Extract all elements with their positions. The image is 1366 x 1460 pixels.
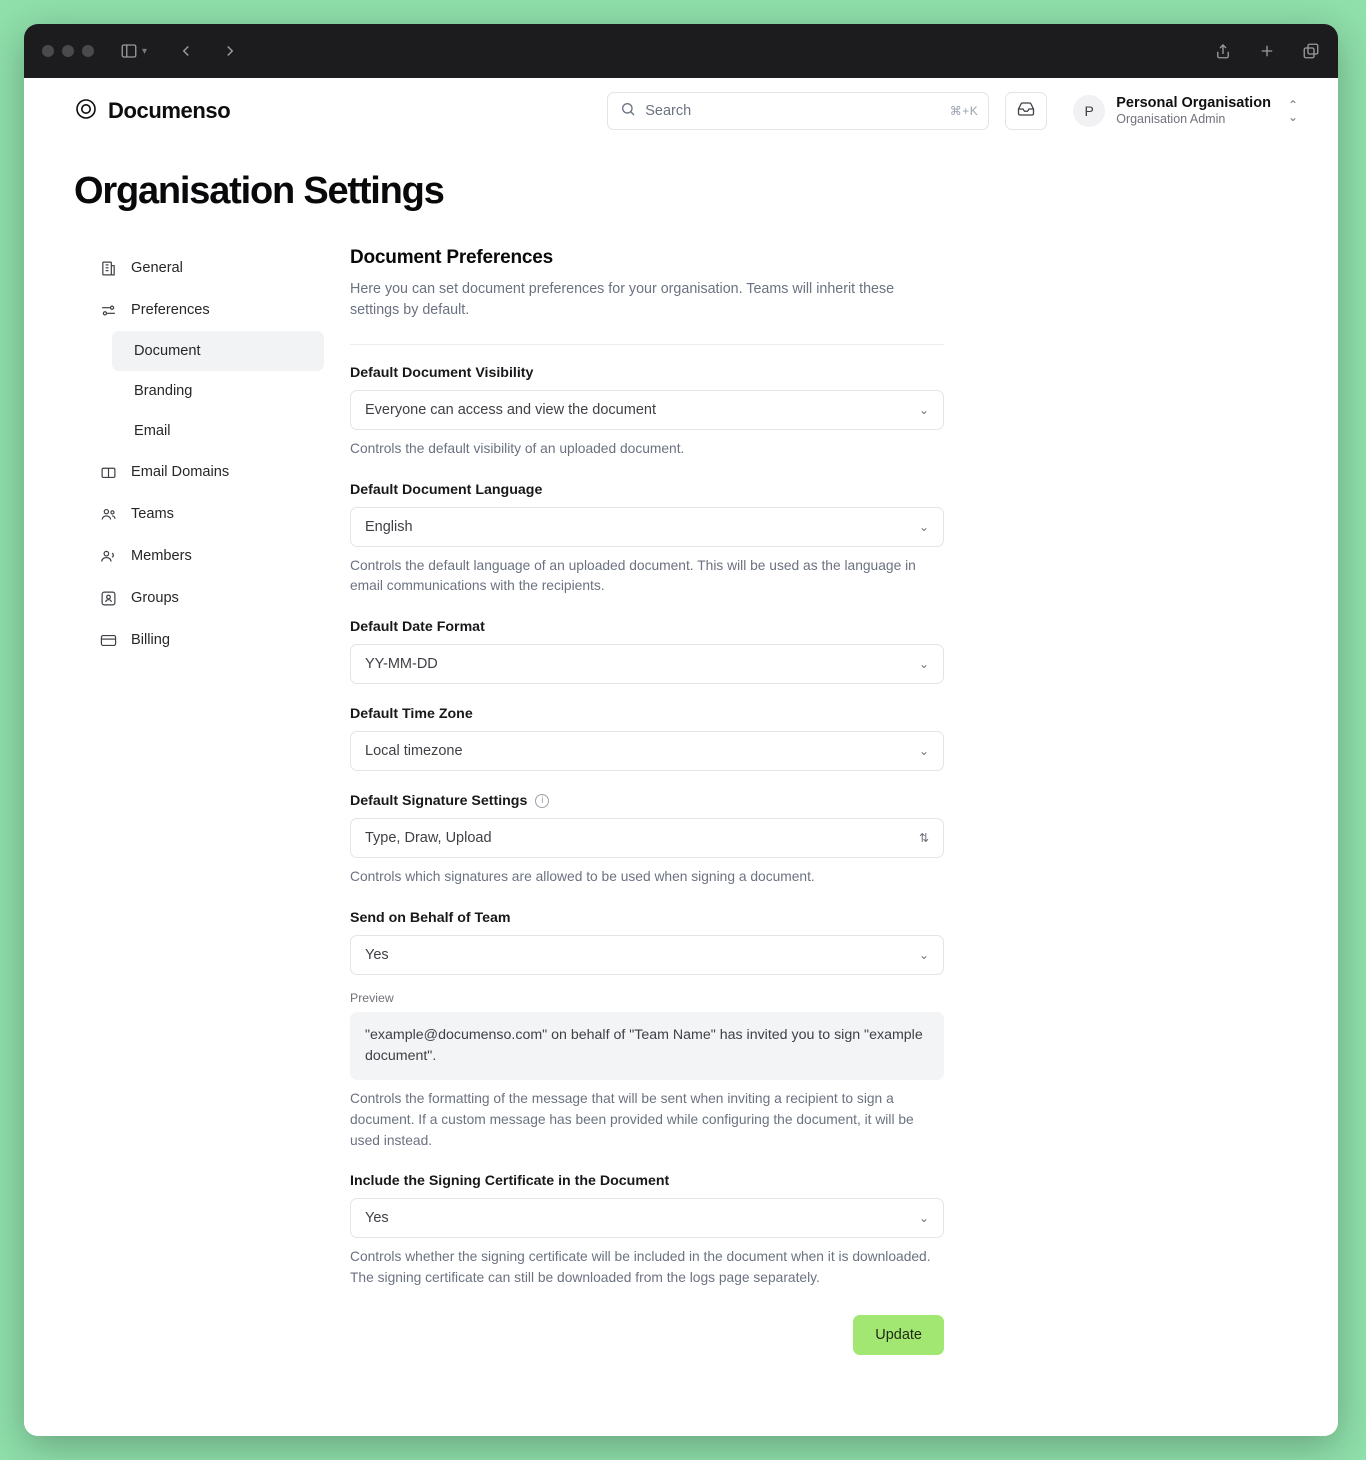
field-hint: Controls the formatting of the message that will be sent when inviting a recipient to sign a document. If a custom message has been provided while configuring the document, it will be used instead. [350,1091,914,1148]
select-value: Local timezone [365,742,463,759]
chevron-down-icon: ⌄ [918,1211,929,1226]
inbox-button[interactable] [1005,92,1047,130]
sidebar-item-members[interactable] [86,535,324,577]
chevron-down-icon: ⌄ [918,743,929,758]
field-label: Send on Behalf of Team [350,909,511,926]
info-icon[interactable]: i [535,794,549,808]
field-hint: Controls the default language of an uploaded document. This will be used as the language in email communications with the recipients. [350,557,916,594]
search-icon [620,101,636,122]
sidebar-item-label: Billing [131,632,170,648]
card-icon [100,632,117,649]
field-label-text: Default Signature Settings [350,792,528,809]
search-placeholder: Search [645,103,692,119]
mail-box-icon [100,464,117,481]
browser-toolbar [24,24,1338,78]
select-value: Yes [365,946,389,963]
window-traffic-lights[interactable] [42,45,94,57]
panel-title: Document Preferences [350,247,553,268]
select-value: Everyone can access and view the document [365,401,656,418]
close-window-button[interactable] [42,45,54,57]
organisation-name: Personal Organisation [1116,95,1271,112]
field-label: Default Document Language [350,481,543,498]
inbox-icon [1017,100,1035,123]
field-hint: Controls whether the signing certificate will be included in the document when it is downloaded. The signing certificate can still be downloaded from the logs page separately. [350,1249,931,1285]
select-value: English [365,518,413,535]
settings-layout [24,213,1338,1395]
field-default-document-language [350,482,944,597]
sidebar-item-label: Email Domains [131,464,230,480]
sidebar-icon[interactable] [120,42,138,60]
users-icon [100,506,117,523]
divider [350,344,944,345]
sidebar-item-preferences[interactable] [86,289,324,331]
sidebar-item-email-domains[interactable] [86,451,324,493]
select-value: YY-MM-DD [365,655,438,672]
document-preferences-panel [324,247,1024,1395]
field-include-signing-certificate [350,1173,944,1288]
default-document-visibility-select[interactable] [350,390,944,430]
sidebar-item-label: Members [131,548,192,564]
sidebar-item-label: General [131,260,183,276]
chevron-down-icon[interactable]: ▾ [142,45,148,57]
copy-tabs-icon[interactable] [1302,42,1320,60]
chevron-down-icon: ⌄ [918,656,929,671]
brand-name: Documenso [108,98,231,123]
groups-icon [100,590,117,607]
field-default-date-format [350,619,944,684]
chevron-down-icon: ⌄ [918,947,929,962]
documenso-logo-icon [74,97,98,126]
settings-sidebar [24,247,324,1395]
app-viewport [24,78,1338,1436]
default-time-zone-select[interactable] [350,731,944,771]
sidebar-subitem-label: Branding [134,383,193,399]
minimize-window-button[interactable] [62,45,74,57]
share-icon[interactable] [1214,42,1232,60]
maximize-window-button[interactable] [82,45,94,57]
member-icon [100,548,117,565]
search-input[interactable] [607,92,989,130]
preview-text: "example@documenso.com" on behalf of "Team Name" has invited you to sign "example document". [350,1012,944,1081]
sidebar-item-groups[interactable] [86,577,324,619]
field-send-on-behalf-of-team [350,910,944,1152]
organisation-switcher[interactable] [1073,94,1298,128]
field-label: Default Time Zone [350,705,473,722]
brand-logo[interactable] [74,97,230,126]
page-title: Organisation Settings [74,170,444,212]
sidebar-item-general[interactable] [86,247,324,289]
field-label: Default Date Format [350,618,485,635]
field-label: Default Document Visibility [350,364,534,381]
panel-footer [350,1315,944,1395]
preview-label: Preview [350,990,394,1005]
field-default-signature-settings [350,793,944,888]
chevron-down-icon: ⌄ [918,519,929,534]
field-label [350,793,944,809]
field-default-time-zone [350,706,944,771]
building-icon [100,260,117,277]
sidebar-item-teams[interactable] [86,493,324,535]
chevron-down-icon: ⌄ [918,402,929,417]
avatar: P [1073,95,1105,127]
chevron-updown-icon[interactable]: ⌃ ⌄ [1287,98,1298,124]
browser-window [24,24,1338,1436]
select-value: Type, Draw, Upload [365,829,492,846]
plus-icon[interactable] [1258,42,1276,60]
chevron-updown-icon: ⇅ [918,830,929,845]
send-on-behalf-select[interactable] [350,935,944,975]
app-header [24,78,1338,144]
chevron-left-icon[interactable] [177,42,195,60]
field-hint: Controls which signatures are allowed to be used when signing a document. [350,868,815,884]
select-value: Yes [365,1210,389,1227]
organisation-role: Organisation Admin [1116,112,1226,127]
default-date-format-select[interactable] [350,644,944,684]
sidebar-item-label: Preferences [131,302,210,318]
chevron-right-icon[interactable] [221,42,239,60]
sidebar-item-billing[interactable] [86,619,324,661]
sidebar-subitem-label: Document [134,343,201,359]
field-hint: Controls the default visibility of an uploaded document. [350,440,685,456]
sliders-icon [100,302,117,319]
include-signing-certificate-select[interactable] [350,1198,944,1238]
panel-description: Here you can set document preferences for your organisation. Teams will inherit these settings by default. [350,281,895,319]
sidebar-item-label: Teams [131,506,174,522]
update-button[interactable]: Update [853,1315,944,1355]
sidebar-subitem-label: Email [134,423,171,439]
sidebar-subitem-email[interactable] [112,411,324,451]
field-label: Include the Signing Certificate in the Document [350,1173,670,1190]
field-default-document-visibility [350,365,944,460]
sidebar-subitem-branding[interactable] [112,371,324,411]
default-document-language-select[interactable] [350,507,944,547]
sidebar-subitem-document[interactable] [112,331,324,371]
default-signature-settings-select[interactable] [350,818,944,858]
sidebar-item-label: Groups [131,590,179,606]
search-shortcut-hint: ⌘+K [949,104,979,118]
